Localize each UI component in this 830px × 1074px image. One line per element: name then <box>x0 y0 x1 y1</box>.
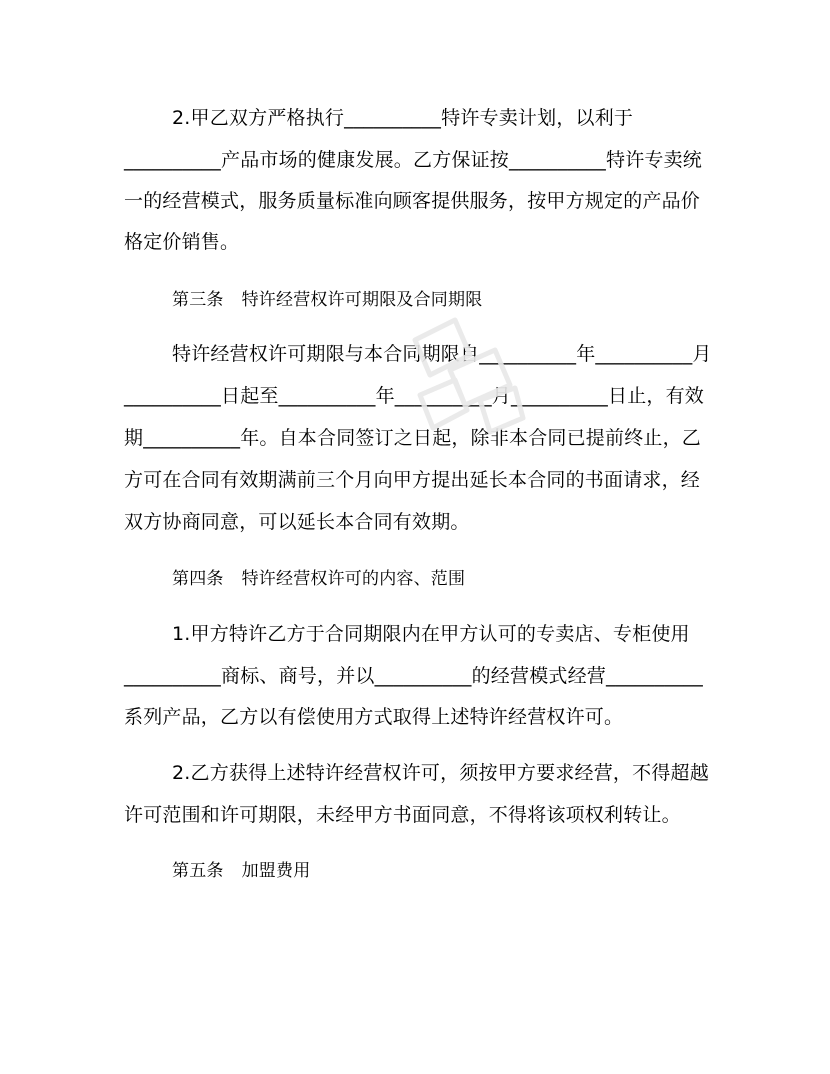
paragraph-line: 期__________年。自本合同签订之日起，除非本合同已提前终止，乙 <box>124 427 702 449</box>
section-heading-3 <box>172 288 772 312</box>
section-heading-5 <box>172 859 772 883</box>
paragraph-line: __________商标、商号，并以__________的经营模式经营__________ <box>124 665 704 687</box>
paragraph-line: 双方协商同意，可以延长本合同有效期。 <box>124 511 470 533</box>
section-number: 第三条 <box>172 290 224 310</box>
paragraph-line: 系列产品，乙方以有偿使用方式取得上述特许经营权许可。 <box>124 706 624 728</box>
paragraph-line: 方可在合同有效期满前三个月向甲方提出延长本合同的书面请求，经 <box>124 469 701 491</box>
section-title: 特许经营权许可的内容、范围 <box>241 569 466 589</box>
paragraph-line: 1.甲方特许乙方于合同期限内在甲方认可的专卖店、专柜使用 <box>172 623 690 645</box>
section-title: 加盟费用 <box>241 861 311 881</box>
paragraph-line: 格定价销售。 <box>124 231 240 253</box>
section-number: 第五条 <box>172 861 224 881</box>
section-title: 特许经营权许可期限及合同期限 <box>241 290 483 310</box>
paragraph-line: 2.甲乙双方严格执行__________特许专卖计划，以利于 <box>172 107 634 129</box>
paragraph-line: __________产品市场的健康发展。乙方保证按__________特许专卖统 <box>124 149 703 171</box>
paragraph-line: 许可范围和许可期限，未经甲方书面同意，不得将该项权利转让。 <box>124 804 681 826</box>
paragraph-line: 2.乙方获得上述特许经营权许可，须按甲方要求经营，不得超越 <box>172 762 709 784</box>
paragraph-line: 一的经营模式，服务质量标准向顾客提供服务，按甲方规定的产品价 <box>124 190 701 212</box>
paragraph-line: __________日起至__________年__________月__________日止，有效 <box>124 385 705 407</box>
paragraph-line: 特许经营权许可期限与本合同期限自__________年__________月 <box>172 343 712 365</box>
section-heading-4 <box>172 567 772 591</box>
section-number: 第四条 <box>172 569 224 589</box>
